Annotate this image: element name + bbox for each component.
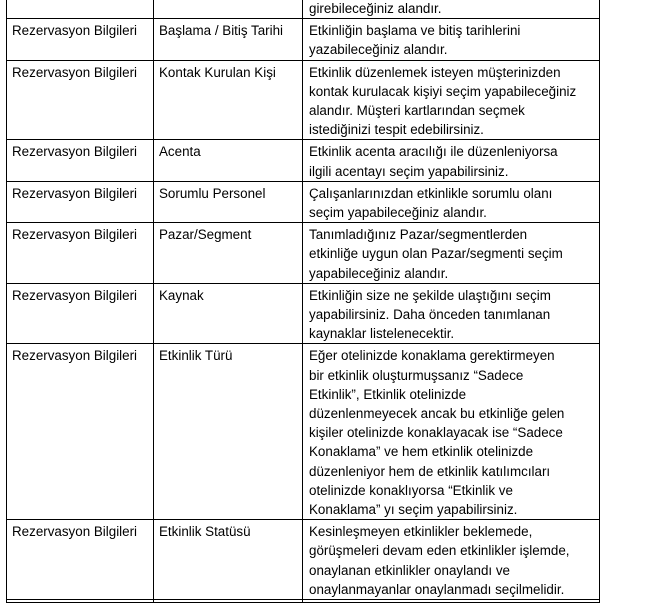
description-line: istediğinizi tespit edebilirsiniz. [309, 122, 484, 138]
section-cell: Rezervasyon Bilgileri [7, 283, 154, 344]
field-cell: Pazar/Segment [154, 223, 303, 284]
info-table [6, 0, 600, 603]
description-cell [303, 0, 600, 19]
table-row [7, 60, 600, 140]
description-line: seçim yapabileceğiniz alandır. [309, 205, 487, 221]
field-cell: Etkinlik Türü [154, 344, 303, 520]
description-line: yapabilirsiniz. Daha önceden tanımlanan [309, 307, 551, 323]
field-cell: Acenta [154, 140, 303, 181]
table-row [7, 600, 600, 603]
description-cell [303, 140, 600, 181]
table-row [7, 344, 600, 520]
field-cell: Kontak Kurulan Kişi [154, 60, 303, 140]
description-cell [303, 60, 600, 140]
description-line: Kesinleşmeyen etkinlikler beklemede, [309, 524, 533, 540]
description-line: Etkinliğin başlama ve bitiş tarihlerini [309, 23, 521, 39]
section-cell: Rezervasyon Bilgileri [7, 140, 154, 181]
description-line: etkinliğe uygun olan Pazar/segmenti seçim [309, 246, 563, 262]
field-cell: Sorumlu Personel [154, 181, 303, 222]
description-line: yazabileceğiniz alandır. [309, 42, 448, 58]
description-cell [303, 19, 600, 60]
description-line: Konaklama” ve hem etkinlik otelinizde [309, 444, 534, 460]
description-line: ilgili acentayı seçim yapabilirsiniz. [309, 163, 509, 179]
description-line: Etkinlik düzenlemek isteyen müşterinizden [309, 64, 561, 80]
section-cell: Rezervasyon Bilgileri [7, 520, 154, 600]
description-line: bir etkinlik oluşturmuşsanız “Sadece [309, 367, 524, 383]
description-line: otelinizde konaklıyorsa “Etkinlik ve [309, 482, 513, 498]
table-row [7, 283, 600, 344]
description-line: onaylanan etkinlikler onaylandı ve [309, 562, 510, 578]
section-cell: Rezervasyon Bilgileri [7, 19, 154, 60]
description-cell [303, 600, 600, 603]
description-line: Etkinlik acenta aracılığı ile düzenleniyorsa [309, 144, 558, 160]
section-cell [7, 0, 154, 19]
description-line: girebileceğiniz alandır. [309, 1, 442, 16]
field-cell: Başlama / Bitiş Tarihi [154, 19, 303, 60]
table-row [7, 520, 600, 600]
description-line: alandır. Müşteri kartlarından seçmek [309, 103, 525, 119]
description-line: Eğer otelinizde konaklama gerektirmeyen [309, 348, 555, 364]
field-cell: Etkinlik Statüsü [154, 520, 303, 600]
description-line: Tanımladığınız Pazar/segmentlerden [309, 227, 528, 243]
description-line: Etkinlik”, Etkinlik otelinizde [309, 386, 467, 402]
description-cell [303, 344, 600, 520]
description-line: düzenleniyor hem de etkinlik katılımcıları [309, 463, 551, 479]
description-line: kontak kurulacak kişiyi seçim yapabileceğiniz [309, 83, 577, 99]
description-line: kaynaklar listelenecektir. [309, 326, 455, 342]
description-cell [303, 223, 600, 284]
table-row [7, 19, 600, 60]
description-line: yapabileceğiniz alandır. [309, 265, 449, 281]
table-row [7, 223, 600, 284]
description-line: görüşmeleri devam eden etkinlikler işlemde, [309, 543, 570, 559]
section-cell: Rezervasyon Bilgileri [7, 344, 154, 520]
description-cell [303, 181, 600, 222]
field-cell [154, 0, 303, 19]
description-cell [303, 283, 600, 344]
table-row [7, 181, 600, 222]
section-cell: Rezervasyon Bilgileri [7, 181, 154, 222]
section-cell [7, 600, 154, 603]
description-cell [303, 520, 600, 600]
description-line: Etkinliğin size ne şekilde ulaştığını seçim [309, 287, 551, 303]
description-line: onaylanmayanlar onaylanmadı seçilmelidir. [309, 581, 565, 597]
description-line: kişiler otelinizde konaklayacak ise “Sadece [309, 425, 563, 441]
description-line: düzenlenmeyecek ancak bu etkinliğe gelen [309, 406, 565, 422]
description-line: Konaklama” yı seçim yapabilirsiniz. [309, 502, 518, 518]
field-cell: Kaynak [154, 283, 303, 344]
field-cell [154, 600, 303, 603]
table-row [7, 0, 600, 19]
section-cell: Rezervasyon Bilgileri [7, 223, 154, 284]
section-cell: Rezervasyon Bilgileri [7, 60, 154, 140]
table-row [7, 140, 600, 181]
description-line: Çalışanlarınızdan etkinlikle sorumlu olanı [309, 185, 553, 201]
